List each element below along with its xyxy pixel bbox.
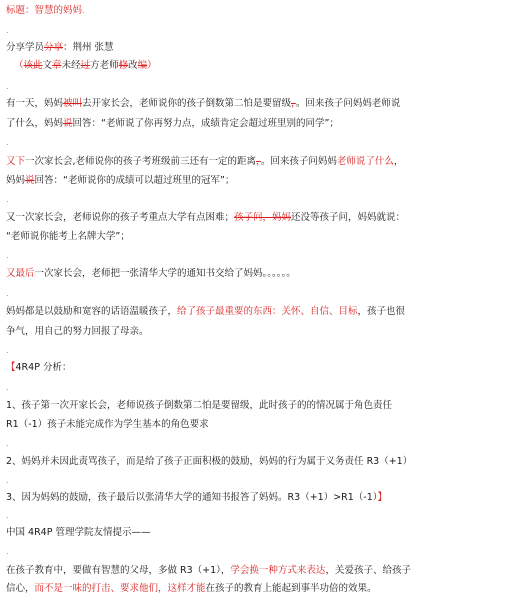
title-label: 标题： bbox=[6, 5, 35, 16]
text-run: 。回来孩子问妈妈老师说 bbox=[295, 98, 401, 109]
paragraph-mark: . bbox=[6, 511, 9, 520]
text-run: 又一次家长会，老师说你的孩子考重点大学有点困难； bbox=[6, 212, 235, 223]
paragraph-mark: . bbox=[6, 289, 9, 298]
text-run: 在孩子教育中，要做有智慧的父母，多做 R3（+1）， bbox=[6, 565, 231, 576]
text-run: ，孩子也很 bbox=[357, 306, 406, 317]
text-run: 妈妈 bbox=[6, 175, 26, 186]
struck-run: ， bbox=[256, 156, 261, 167]
text-run: ，关爱孩子、给孩子 bbox=[325, 565, 411, 576]
text-run: 信心， bbox=[6, 583, 35, 594]
analysis-item-3 bbox=[6, 492, 387, 504]
story-p1-line1 bbox=[6, 98, 400, 110]
note-close: ） bbox=[147, 60, 157, 71]
sharer-line bbox=[6, 42, 114, 54]
paragraph-mark: . bbox=[6, 346, 9, 355]
struck-run: 被叫 bbox=[63, 98, 83, 109]
red-run: 而不是一味的打击、要求他们，这样才能 bbox=[34, 583, 206, 594]
text-run: 回答：“老师说了你再努力点，成绩肯定会超过班里别的同学”； bbox=[72, 118, 339, 129]
story-p2-line1 bbox=[6, 156, 403, 168]
paragraph-mark: . bbox=[6, 26, 9, 35]
struck-run: ， bbox=[291, 98, 296, 109]
red-run: 给了孩子最重要的东西：关怀、自信、目标 bbox=[177, 306, 358, 317]
paragraph-mark: . bbox=[6, 476, 9, 485]
paragraph-mark: . bbox=[6, 547, 9, 556]
story-p2-line2 bbox=[6, 175, 234, 187]
struck-run: 孩子问，妈妈 bbox=[234, 212, 292, 223]
text-run: ， bbox=[393, 156, 404, 167]
text-run: 。回来孩子问妈妈 bbox=[260, 156, 337, 167]
doc-title bbox=[6, 5, 85, 17]
red-run: 又下 bbox=[6, 156, 26, 167]
note-text: 文 bbox=[42, 60, 53, 71]
text-run: 有一天，妈妈 bbox=[6, 98, 64, 109]
paragraph-mark: . bbox=[6, 439, 9, 448]
source-note bbox=[14, 60, 157, 72]
bracket-open: 【 bbox=[6, 362, 16, 373]
note-struck: 该此 bbox=[23, 60, 43, 71]
paragraph-mark: . bbox=[6, 195, 9, 204]
note-struck: 章 bbox=[52, 60, 62, 71]
text-run: 一次家长会，老师把一张清华大学的通知书交给了妈妈。。。。。。 bbox=[34, 268, 296, 279]
story-p1-line2 bbox=[6, 118, 339, 130]
analysis-item-2: 2、妈妈并未因此责骂孩子，而是给了孩子正面积极的鼓励，妈妈的行为属于义务责任 R3（+1） bbox=[6, 456, 413, 467]
reminder-line: 中国 4R4P 管理学院友情提示—— bbox=[6, 527, 151, 538]
note-struck: 编 bbox=[137, 60, 148, 71]
analysis-item-1-line2: R1（-1）孩子未能完成作为学生基本的角色要求 bbox=[6, 419, 209, 430]
text-run: 去开家长会，老师说你的孩子倒数第二怕是要留级 bbox=[82, 98, 292, 109]
struck-run: 说 bbox=[63, 118, 73, 129]
note-open: （ bbox=[14, 60, 24, 71]
story-p5-line2: 争气，用自己的努力回报了母亲。 bbox=[6, 326, 149, 337]
analysis-heading bbox=[6, 362, 71, 374]
red-run: 又最后 bbox=[6, 268, 35, 279]
title-text: 智慧的妈妈 bbox=[34, 5, 83, 16]
analysis-item-1-line1: 1、孩子第一次开家长会，老师说孩子倒数第二怕是要留级，此时孩子的的情况属于角色责任 bbox=[6, 400, 393, 411]
note-text: 方老师 bbox=[90, 60, 119, 71]
heading-text: 4R4P 分析： bbox=[15, 362, 72, 373]
paragraph-mark: . bbox=[6, 383, 9, 392]
bracket-close: 】 bbox=[377, 492, 388, 503]
conclusion-line2 bbox=[6, 583, 377, 595]
red-run: 老师说了什么 bbox=[336, 156, 394, 167]
text-run: 一次家长会,老师说你的孩子考班级前三还有一定的距离 bbox=[25, 156, 257, 167]
text-run: 妈妈都是以鼓励和宽容的话语温暖孩子， bbox=[6, 306, 178, 317]
paragraph-mark: . bbox=[6, 251, 9, 260]
paragraph-mark: . bbox=[82, 6, 85, 15]
story-p3-line1 bbox=[6, 212, 405, 224]
note-struck: 过 bbox=[80, 60, 91, 71]
story-p5-line1 bbox=[6, 306, 405, 318]
note-text: 未经 bbox=[61, 60, 81, 71]
sharer-label: 分享学员 bbox=[6, 42, 45, 53]
text-run: 了什么，妈妈 bbox=[6, 118, 64, 129]
struck-run: 说 bbox=[25, 175, 35, 186]
story-p3-line2: “老师说你能考上名牌大学”； bbox=[6, 231, 130, 242]
story-p4 bbox=[6, 268, 296, 280]
text-run: 回答：“老师说你的成绩可以超过班里的冠军”； bbox=[34, 175, 235, 186]
paragraph-mark: . bbox=[6, 82, 9, 91]
sharer-text: ：荆州 张慧 bbox=[63, 42, 114, 53]
note-struck: 修 bbox=[118, 60, 129, 71]
text-run: 还没等孩子问，妈妈就说： bbox=[291, 212, 406, 223]
text-run: 3、因为妈妈的鼓励，孩子最后以张清华大学的通知书报答了妈妈。R3（+1）>R1（-1） bbox=[6, 492, 378, 503]
text-run: 在孩子的教育上能起到事半功倍的效果。 bbox=[205, 583, 377, 594]
paragraph-mark: . bbox=[6, 138, 9, 147]
note-text: 改 bbox=[128, 60, 138, 71]
conclusion-line1 bbox=[6, 565, 411, 577]
red-run: 学会换一种方式来表达 bbox=[230, 565, 326, 576]
sharer-struck: 分享 bbox=[44, 42, 64, 53]
